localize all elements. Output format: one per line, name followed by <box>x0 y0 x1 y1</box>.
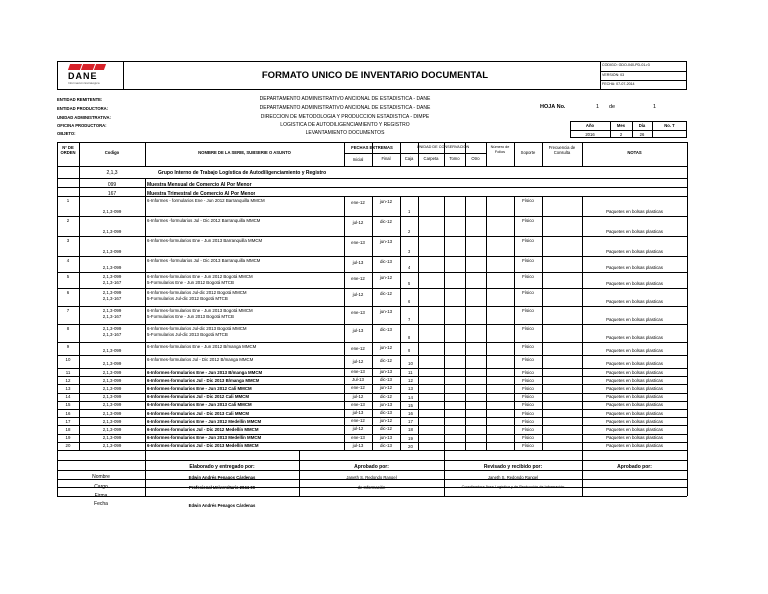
row-fecha-inicial: ene-12 <box>351 200 365 205</box>
row-fecha-inicial: ene-13 <box>351 401 365 407</box>
row-soporte: Físico <box>522 394 534 400</box>
row-soporte: Físico <box>522 326 534 331</box>
row-soporte: Físico <box>522 410 534 416</box>
row-caja: 5 <box>408 281 411 286</box>
row-caja: 19 <box>408 435 413 441</box>
row-fecha-final: dic-12 <box>380 426 392 432</box>
dane-logo <box>66 64 108 88</box>
row-number: 6 <box>66 290 70 295</box>
group-title: Grupo Interno de Trabajo Logística de Autodiligenciamiento y Registro <box>158 170 327 176</box>
row-fecha-final: dic-13 <box>380 410 392 415</box>
row-fecha-final: dic-12 <box>380 219 392 224</box>
row-name: 6-Informes - formularios Ene - Jun 2012 Barranquilla MMCM <box>147 198 265 203</box>
row-number: 10 <box>65 357 71 362</box>
row-fecha-final: jun-12 <box>379 385 393 391</box>
row-fecha-inicial: jul-12 <box>352 220 364 225</box>
hoja-value: 1 <box>596 104 600 110</box>
col-orden: Nº DE ORDEN <box>60 145 76 155</box>
row-name: 6-Informes-formularios Ene - Jun 2012 Medellín MMCM <box>147 418 262 424</box>
row-number: 1 <box>66 198 70 203</box>
row-soporte: Físico <box>522 369 534 375</box>
row-fecha-inicial: jul-13 <box>352 328 364 333</box>
row-nota: Paquetes en bolsas plasticas <box>606 229 663 234</box>
col-unidad: UNIDAD DE CONSERVACIÓN <box>416 145 470 149</box>
col-soporte: Soporte <box>520 150 536 155</box>
row-fecha-inicial: ene-12 <box>351 418 365 424</box>
row-number: 17 <box>65 418 71 424</box>
de-label: de <box>609 104 616 110</box>
row-soporte: Físico <box>522 402 534 408</box>
row-soporte: Físico <box>522 377 534 383</box>
row-code: 2,1,3-099 <box>102 394 122 400</box>
row-soporte: Físico <box>522 290 534 295</box>
footer-label-cargo: Cargo <box>94 484 108 490</box>
row-name: 6-Informes-formularios Ene - Jun 2013 Medellín MMCM <box>147 435 262 441</box>
footer-label-firma: Firma <box>94 493 108 499</box>
row-nota: Paquetes en bolsas plasticas <box>606 394 663 400</box>
row-soporte: Físico <box>522 218 534 223</box>
row-fecha-final: dic-12 <box>380 291 392 296</box>
row-fecha-inicial: ene-13 <box>351 434 365 440</box>
row-name: 6-Informes-formularios Jul-dic 2012 Bogotá MMCM <box>147 290 247 295</box>
row-caja: 4 <box>408 265 411 270</box>
col-otro: Otro <box>471 156 480 161</box>
dia-label: Día <box>638 123 646 128</box>
row-code: 2,1,3-099 <box>102 410 122 416</box>
col-notas: NOTAS <box>627 150 642 155</box>
row-code: 2,1,3-099 <box>102 265 122 270</box>
meta-value: DEPARTAMENTO ADMINISTRATIVO ANCIONAL DE ESTADISTICA - DANE <box>259 96 431 102</box>
revisado-heading: Revisado y recibido por: <box>483 464 543 470</box>
row-name: 5-Formularios Ene - Jun 2013 Bogotá MTCB <box>147 314 234 319</box>
row-fecha-final: dic-13 <box>380 327 392 332</box>
row-name: 5-Formularios Ene - Jun 2012 Bogotá MTCB <box>147 280 234 285</box>
col-caja: Caja <box>404 156 414 161</box>
row-nota: Paquetes en bolsas plasticas <box>606 299 663 304</box>
row-caja: 18 <box>408 427 413 433</box>
row-name: 6-Informes-formularios Ene - Jun 2013 B/manga MMCM <box>147 369 263 375</box>
page-title: FORMATO UNICO DE INVENTARIO DOCUMENTAL <box>261 70 489 81</box>
row-number: 7 <box>66 308 70 313</box>
row-number: 3 <box>66 238 70 243</box>
row-nota: Paquetes en bolsas plasticas <box>606 426 663 432</box>
apr-nombre: Janeth S. Redondo Rangel <box>346 475 397 480</box>
row-soporte: Físico <box>522 435 534 441</box>
row-name: 6-Informes -formularios Jul - Dic 2012 Barranquilla MMCM <box>147 218 261 223</box>
row-fecha-final: jun-12 <box>379 199 393 204</box>
row-caja: 9 <box>408 348 411 353</box>
row-fecha-final: dic-13 <box>380 259 392 264</box>
row-soporte: Físico <box>522 238 534 243</box>
footer-label-fecha: Fecha <box>94 501 108 507</box>
row-fecha-inicial: ene-12 <box>351 385 365 391</box>
col-inicial: Inicial <box>352 157 364 162</box>
meta-value: DEPARTAMENTO ADMINISTRATIVO ANCIONAL DE ESTADISTICA - DANE <box>259 105 431 111</box>
subseries-name: Muestra Trimestral de Comercio Al Por Menor <box>147 191 256 197</box>
row-code: 2,1,3-099 <box>102 402 122 408</box>
not-label: No. T <box>664 123 675 128</box>
hoja-label: HOJA No. <box>540 104 566 110</box>
col-nombre: NOMBRE DE LA SERIE, SUBSERIE O ASUNTO <box>198 150 291 155</box>
row-number: 5 <box>66 274 70 279</box>
row-caja: 3 <box>408 249 411 254</box>
row-fecha-inicial: ene-13 <box>351 240 365 245</box>
col-fechas: FECHAS EXTREMAS <box>351 145 393 150</box>
row-name: 6-Informes-formularios Ene - Jun 2013 Bogotá MMCM <box>147 308 253 313</box>
row-code: 2,1,3-099 <box>102 369 122 375</box>
row-fecha-inicial: jul-12 <box>352 426 364 432</box>
subseries-code: 099 <box>107 182 117 188</box>
row-code: 2,1,3-099 <box>102 308 122 313</box>
aprobado2-heading: Aprobado por: <box>617 464 652 470</box>
row-code: 2,1,3-167 <box>102 314 122 319</box>
row-fecha-inicial: ene-13 <box>351 369 365 374</box>
row-code: 2,1,3-099 <box>102 348 122 353</box>
row-nota: Paquetes en bolsas plasticas <box>606 410 663 416</box>
row-soporte: Físico <box>522 418 534 424</box>
meta-label: ENTIDAD REMITENTE: <box>57 97 103 102</box>
logo-wordmark: DANE <box>68 71 98 81</box>
apr-cargo: de Información <box>357 485 386 490</box>
row-fecha-final: jun-13 <box>379 434 393 440</box>
row-soporte: Físico <box>522 308 534 313</box>
row-nota: Paquetes en bolsas plasticas <box>606 418 663 424</box>
rev-cargo: Coordinadora Área Logística y de Producción de Información <box>461 485 565 489</box>
mes-label: Mes <box>616 123 626 128</box>
row-code: 2,1,3-099 <box>102 377 122 383</box>
elab-fecha: Edwin Andrés Penagos Cárdenas <box>188 503 256 508</box>
row-code: 2,1,3-099 <box>102 435 122 441</box>
meta-label: ENTIDAD PRODUCTORA: <box>57 106 109 111</box>
row-caja: 6 <box>408 299 411 304</box>
document-code: CÓDIGO: GDO-040-PD-01-r3 <box>602 63 650 67</box>
row-fecha-inicial: Jul-13 <box>352 377 364 383</box>
row-nota: Paquetes en bolsas plasticas <box>606 209 663 214</box>
row-fecha-final: dic-13 <box>380 442 392 448</box>
row-nota: Paquetes en bolsas plasticas <box>606 265 663 270</box>
row-code: 2,1,3-099 <box>102 290 122 295</box>
row-nota: Paquetes en bolsas plasticas <box>606 369 663 375</box>
rev-nombre: Janeth S. Redondo Rangel <box>487 475 539 480</box>
row-fecha-final: dic-12 <box>380 358 392 363</box>
mes-value: 2 <box>619 131 623 137</box>
row-caja: 17 <box>408 419 413 425</box>
row-fecha-final: jun-13 <box>379 369 393 374</box>
row-fecha-inicial: jul-12 <box>352 359 364 364</box>
row-fecha-final: jun-12 <box>379 345 393 350</box>
row-code: 2,1,3-167 <box>102 280 122 285</box>
row-caja: 14 <box>408 394 413 400</box>
row-code: 2,1,3-099 <box>102 443 122 449</box>
meta-value: DIRECCIÓN DE METODOLOGÍA Y PRODUCCIÓN ESTADÍSTICA - DIMPE <box>260 114 430 120</box>
row-nota: Paquetes en bolsas plasticas <box>606 317 663 322</box>
row-fecha-final: jun-12 <box>379 418 393 424</box>
row-fecha-inicial: jul-12 <box>352 292 364 297</box>
row-number: 4 <box>66 258 70 263</box>
row-fecha-inicial: jul-13 <box>352 442 364 448</box>
row-soporte: Físico <box>522 258 534 263</box>
row-nota: Paquetes en bolsas plasticas <box>606 335 663 340</box>
row-code: 2,1,3-099 <box>102 209 122 214</box>
row-caja: 15 <box>408 402 413 408</box>
row-nota: Paquetes en bolsas plasticas <box>606 443 663 449</box>
row-name: 6-Informes-formularios Jul - Dic 2012 B/manga MMCM <box>147 357 254 362</box>
row-number: 9 <box>66 344 70 349</box>
row-caja: 11 <box>408 370 413 375</box>
row-name: 6-Informes-formularios Ene - Jun 2013 Barranquilla MMCM <box>147 238 263 243</box>
row-number: 19 <box>65 435 71 441</box>
anio-label: Año <box>585 123 595 128</box>
row-code: 2,1,3-099 <box>102 274 122 279</box>
col-folios: Número de Folios <box>490 145 510 154</box>
row-caja: 7 <box>408 317 411 322</box>
row-number: 13 <box>65 385 71 391</box>
row-nota: Paquetes en bolsas plasticas <box>606 385 663 391</box>
row-fecha-inicial: jul-12 <box>352 393 364 399</box>
row-number: 16 <box>65 410 71 416</box>
meta-label: OFICINA PRODUCTORA: <box>57 123 107 128</box>
row-name: 6-Informes-formularios Jul - Dic 2013 B/manga MMCM <box>147 377 260 383</box>
row-caja: 10 <box>408 361 413 366</box>
row-fecha-inicial: ene-12 <box>351 276 365 281</box>
row-name: 6-Informes-formularios Ene - Jun 2012 Bogotá MMCM <box>147 274 253 279</box>
row-fecha-inicial: ene-12 <box>351 346 365 351</box>
row-soporte: Físico <box>522 198 534 203</box>
anio-value: 2016 <box>585 131 595 137</box>
row-code: 2,1,3-099 <box>102 385 122 391</box>
row-fecha-final: dic-13 <box>380 377 392 383</box>
row-number: 8 <box>66 326 70 331</box>
row-number: 2 <box>66 218 70 223</box>
row-name: 5-Formularios Jul-dic 2013 Bogotá MTCB <box>147 332 228 337</box>
row-name: 6-Informes-formularios Ene - Jun 2012 Cali MMCM <box>147 385 252 391</box>
subseries-code: 167 <box>107 191 117 197</box>
row-name: 6-Informes-formularios Jul - Dic 2013 Medellín MMCM <box>147 443 259 449</box>
row-fecha-inicial: ene-13 <box>351 310 365 315</box>
col-frecuencia: Frecuencia de Consulta <box>548 145 576 155</box>
aprobado-heading: Aprobado por: <box>354 464 389 470</box>
row-nota: Paquetes en bolsas plasticas <box>606 281 663 286</box>
row-caja: 13 <box>408 386 413 392</box>
row-code: 2,1,3-167 <box>102 332 122 337</box>
meta-value: LEVANTAMIENTO DOCUMENTOS <box>305 130 385 136</box>
row-code: 2,1,3-099 <box>102 418 122 424</box>
dia-value: 26 <box>639 131 645 137</box>
row-number: 20 <box>65 443 71 449</box>
row-name: 6-Informes-formularios Jul-dic 2013 Bogotá MMCM <box>147 326 247 331</box>
row-code: 2,1,3-099 <box>102 229 122 234</box>
row-soporte: Físico <box>522 443 534 449</box>
row-nota: Paquetes en bolsas plasticas <box>606 249 663 254</box>
row-fecha-final: jun-13 <box>379 401 393 407</box>
row-caja: 2 <box>408 229 411 234</box>
row-name: 6-Informes-formularios Jul - Dic 2012 Cali MMCM <box>147 394 249 400</box>
row-soporte: Físico <box>522 426 534 432</box>
row-nota: Paquetes en bolsas plasticas <box>606 402 663 408</box>
row-name: 6-Informes-formularios Ene - Jun 2013 Cali MMCM <box>147 402 252 408</box>
row-number: 18 <box>65 426 71 432</box>
row-name: 5-Formularios Jul-dic 2012 Bogotá MTCB <box>147 296 228 301</box>
row-caja: 20 <box>408 443 413 449</box>
row-code: 2,1,3-099 <box>102 249 122 254</box>
row-name: 6-Informes-formularios Jul - Dic 2012 Medellín MMCM <box>147 426 259 432</box>
row-nota: Paquetes en bolsas plasticas <box>606 435 663 441</box>
row-name: 6-Informes-formularios Ene - Jun 2012 B/manga MMCM <box>147 344 257 349</box>
elab-cargo: Profesional Universitario 2044-09 <box>188 485 256 490</box>
meta-label: OBJETO: <box>57 131 76 136</box>
meta-value: LOGISTICA DE AUTODILIGENCIAMIENTO Y REGISTRO <box>280 122 410 128</box>
logo-tagline: Información Estratégica <box>68 81 100 85</box>
row-name: 6-Informes -formularios Jul - Dic 2013 Barranquilla MMCM <box>147 258 261 263</box>
meta-label: UNIDAD ADMINISTRATIVA: <box>57 115 111 120</box>
row-number: 11 <box>65 369 71 375</box>
row-caja: 8 <box>408 335 411 340</box>
row-number: 14 <box>65 394 71 400</box>
row-code: 2,1,3-099 <box>102 361 122 366</box>
row-soporte: Físico <box>522 274 534 279</box>
row-code: 2,1,3-167 <box>102 296 122 301</box>
row-name: 6-Informes-formularios Jul - Dic 2013 Cali MMCM <box>147 410 249 416</box>
row-nota: Paquetes en bolsas plasticas <box>606 361 663 366</box>
document-version: VERSIÓN: 03 <box>602 72 625 77</box>
de-value: 1 <box>653 104 657 110</box>
elaborado-heading: Elaborado y entregado por: <box>189 464 255 470</box>
row-soporte: Físico <box>522 385 534 391</box>
col-codigo: Codigo <box>104 150 120 155</box>
row-fecha-final: dic-12 <box>380 393 392 399</box>
row-soporte: Físico <box>522 344 534 349</box>
row-caja: 12 <box>408 378 413 384</box>
row-fecha-final: jun-13 <box>379 309 393 314</box>
row-nota: Paquetes en bolsas plasticas <box>606 348 663 353</box>
row-nota: Paquetes en bolsas plasticas <box>606 377 663 383</box>
row-code: 2,1,3-099 <box>102 426 122 432</box>
row-fecha-inicial: jul-13 <box>352 260 364 265</box>
row-caja: 1 <box>408 209 411 214</box>
row-fecha-final: jun-12 <box>379 275 393 280</box>
row-caja: 16 <box>408 411 413 416</box>
row-fecha-final: jun-13 <box>379 239 393 244</box>
subseries-name: Muestra Mensual de Comercio Al Por Menor <box>147 182 252 188</box>
document-date: FECHA: 07-07-2014 <box>602 82 635 86</box>
row-number: 12 <box>65 377 71 383</box>
group-code: 2,1,3 <box>106 170 118 176</box>
row-fecha-inicial: jul-13 <box>352 410 364 415</box>
row-code: 2,1,3-099 <box>102 326 122 331</box>
row-number: 15 <box>65 402 71 408</box>
elab-nombre: Edwin Andrés Penagos Cárdenas <box>188 475 256 480</box>
footer-label-nombre: Nombre <box>92 474 110 480</box>
col-tomo: Tomo <box>449 156 460 161</box>
col-carpeta: Carpeta <box>423 156 439 161</box>
row-soporte: Físico <box>522 357 534 362</box>
col-final: Final <box>381 156 391 161</box>
